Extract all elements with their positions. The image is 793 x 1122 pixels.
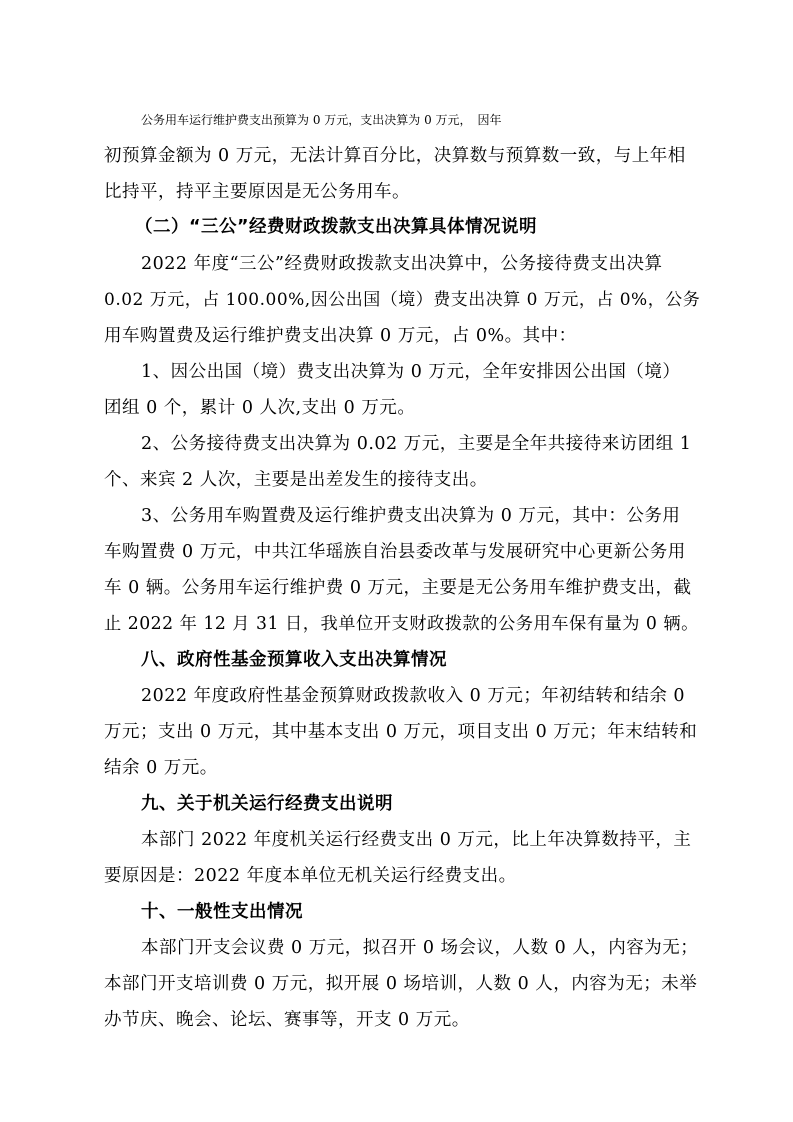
paragraph-line: 万元；支出 0 万元，其中基本支出 0 万元，项目支出 0 万元；年末结转和 [104,722,698,742]
paragraph-line: 本部门 2022 年度机关运行经费支出 0 万元，比上年决算数持平，主 [141,830,692,850]
paragraph-line: 公务用车运行维护费支出预算为 0 万元，支出决算为 0 万元， 因年 [141,113,502,127]
paragraph-line: 本部门开支培训费 0 万元，拟开展 0 场培训，人数 0 人，内容为无；未举 [104,974,698,994]
paragraph-line: 2022 年度“三公”经费财政拨款支出决算中，公务接待费支出决算 [141,254,663,274]
paragraph-line: 2、公务接待费支出决算为 0.02 万元，主要是全年共接待来访团组 1 [141,434,692,454]
paragraph-line: 个、来宾 2 人次，主要是出差发生的接待支出。 [104,470,488,490]
paragraph-line: 车 0 辆。公务用车运行维护费 0 万元，主要是无公务用车维护费支出，截 [104,578,692,598]
paragraph-line: 要原因是：2022 年度本单位无机关运行经费支出。 [104,866,517,886]
section-heading-9: 九、关于机关运行经费支出说明 [141,794,393,814]
paragraph-line: 0.02 万元，占 100.00%,因公出国（境）费支出决算 0 万元，占 0%，公务 [104,290,701,310]
paragraph-line: 止 2022 年 12 月 31 日，我单位开支财政拨款的公务用车保有量为 0 辆。 [104,614,699,634]
paragraph-line: 团组 0 个，累计 0 人次,支出 0 万元。 [104,398,416,418]
section-heading-8: 八、政府性基金预算收入支出决算情况 [141,650,447,670]
section-heading-sangong: （二）“三公”经费财政拨款支出决算具体情况说明 [135,217,538,237]
paragraph-line: 办节庆、晚会、论坛、赛事等，开支 0 万元。 [104,1010,470,1030]
paragraph-line: 结余 0 万元。 [104,758,218,778]
paragraph-line: 2022 年度政府性基金预算财政拨款收入 0 万元；年初结转和结余 0 [141,686,686,706]
paragraph-line: 3、公务用车购置费及运行维护费支出决算为 0 万元，其中：公务用 [141,506,681,526]
paragraph-line: 1、因公出国（境）费支出决算为 0 万元，全年安排因公出国（境） [141,362,681,382]
paragraph-line: 比持平，持平主要原因是无公务用车。 [104,182,410,202]
paragraph-line: 初预算金额为 0 万元，无法计算百分比，决算数与预算数一致，与上年相 [104,146,686,166]
paragraph-line: 车购置费 0 万元，中共江华瑶族自治县委改革与发展研究中心更新公务用 [104,542,686,562]
paragraph-line: 本部门开支会议费 0 万元，拟召开 0 场会议，人数 0 人，内容为无； [141,938,699,958]
section-heading-10: 十、一般性支出情况 [141,902,303,922]
paragraph-line: 用车购置费及运行维护费支出决算 0 万元，占 0%。其中： [104,326,577,346]
